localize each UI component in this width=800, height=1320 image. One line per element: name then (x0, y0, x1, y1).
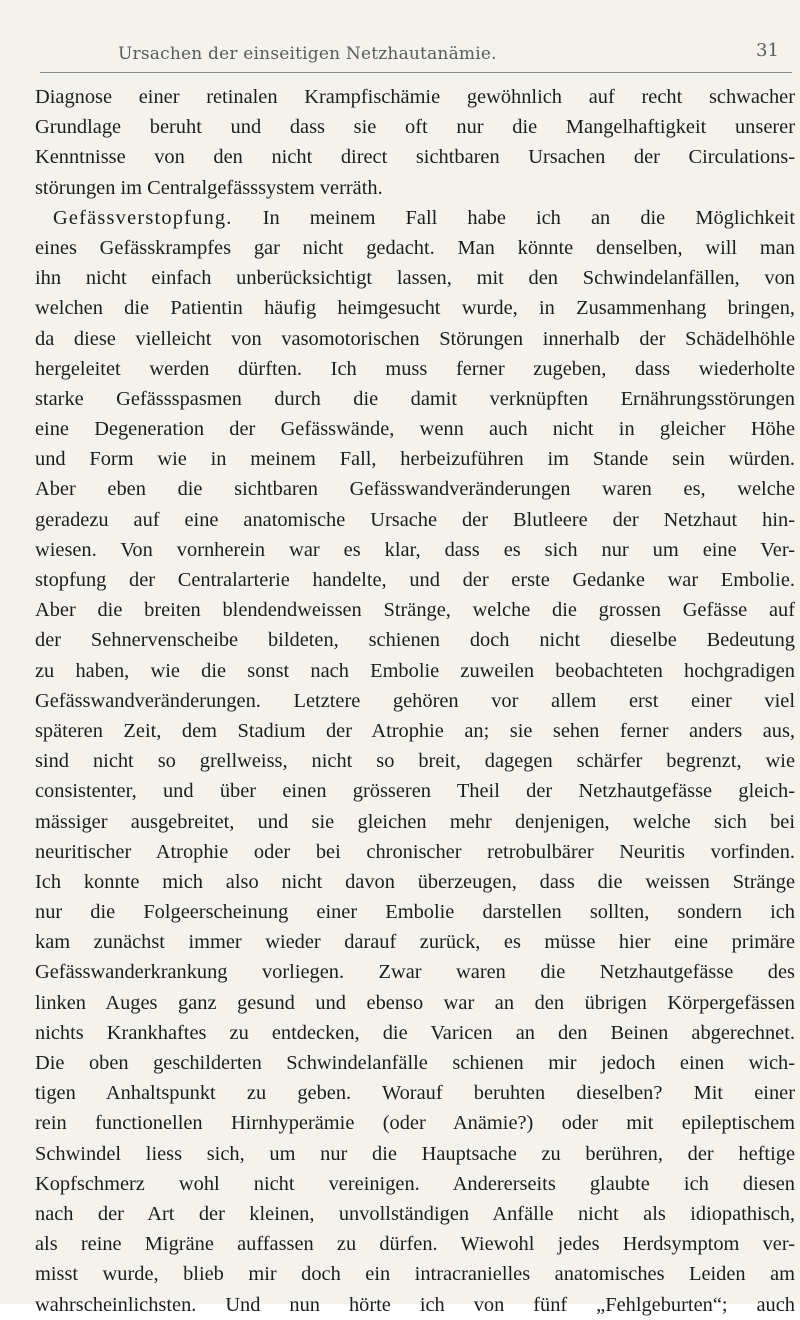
text-line: wiesen. Von vornherein war es klar, dass es sich nur um eine Ver- (35, 538, 795, 561)
text-line: sind nicht so grellweiss, nicht so breit, dagegen schärfer begrenzt, wie (35, 750, 795, 773)
body-text (35, 82, 795, 1320)
text-line: Gefässwanderkrankung vorliegen. Zwar waren die Netzhautgefässe des (35, 961, 795, 984)
text-line: Schwindel liess sich, um nur die Hauptsache zu berühren, der heftige (35, 1142, 795, 1165)
text-line: geradezu auf eine anatomische Ursache der Blutleere der Netzhaut hin- (35, 508, 795, 531)
text-line: nichts Krankhaftes zu entdecken, die Varicen an den Beinen abgerechnet. (35, 1021, 795, 1044)
text-line: Kopfschmerz wohl nicht vereinigen. Andererseits glaubte ich diesen (35, 1172, 795, 1195)
text-line: Gefässwandveränderungen. Letztere gehören vor allem erst einer viel (35, 689, 795, 712)
text-line: da diese vielleicht von vasomotorischen Störungen innerhalb der Schädelhöhle (35, 327, 795, 350)
text-line: zu haben, wie die sonst nach Embolie zuweilen beobachteten hochgradigen (35, 659, 795, 682)
text-line: störungen im Centralgefässsystem verräth. (35, 176, 383, 199)
running-title: Ursachen der einseitigen Netzhautanämie. (118, 44, 497, 64)
text-line: Diagnose einer retinalen Krampfischämie gewöhnlich auf recht schwacher (35, 86, 795, 108)
text-line: Die oben geschilderten Schwindelanfälle schienen mir jedoch einen wich- (35, 1052, 795, 1074)
text-line: hergeleitet werden dürften. Ich muss ferner zugeben, dass wiederholte (35, 357, 795, 380)
text-line: wahrscheinlichsten. Und nun hörte ich von fünf „Fehlgeburten“; auch (35, 1293, 795, 1316)
text-line: und Form wie in meinem Fall, herbeizuführen im Stande sein würden. (35, 448, 795, 471)
text-line: starke Gefässspasmen durch die damit verknüpften Ernährungsstörungen (35, 387, 795, 410)
text-line: Ich konnte mich also nicht davon überzeugen, dass die weissen Stränge (35, 870, 795, 893)
text-line: eine Degeneration der Gefässwände, wenn auch nicht in gleicher Höhe (35, 418, 795, 441)
text-line: neuritischer Atrophie oder bei chronischer retrobulbärer Neuritis vorfinden. (35, 840, 795, 863)
page-number: 31 (756, 40, 779, 61)
text-line-with-heading (35, 203, 795, 233)
text-line: linken Auges ganz gesund und ebenso war an den übrigen Körpergefässen (35, 991, 795, 1014)
text-line: kam zunächst immer wieder darauf zurück, es müsse hier eine primäre (35, 931, 795, 954)
text-line: tigen Anhaltspunkt zu geben. Worauf beruhten dieselben? Mit einer (35, 1082, 795, 1105)
text-line: Grundlage beruht und dass sie oft nur die Mangelhaftigkeit unserer (35, 116, 795, 139)
text-line: Aber die breiten blendendweissen Stränge, welche die grossen Gefässe auf (35, 599, 795, 622)
text-line: eines Gefässkrampfes gar nicht gedacht. Man könnte denselben, will man (35, 236, 795, 259)
text-line: nur die Folgeerscheinung einer Embolie darstellen sollten, sondern ich (35, 901, 795, 924)
text-line: stopfung der Centralarterie handelte, und der erste Gedanke war Embolie. (35, 569, 795, 591)
text-line-rest: In meinem Fall habe ich an die Möglichkeit (262, 206, 795, 229)
text-line: rein functionellen Hirnhyperämie (oder Anämie?) oder mit epileptischem (35, 1112, 795, 1135)
text-line: nach der Art der kleinen, unvollständigen Anfälle nicht als idiopathisch, (35, 1202, 795, 1225)
text-line: Kenntnisse von den nicht direct sichtbaren Ursachen der Circulations- (35, 146, 795, 169)
text-line: ihn nicht einfach unberücksichtigt lassen, mit den Schwindelanfällen, von (35, 267, 795, 290)
inline-heading: Gefässverstopfung. (53, 206, 233, 229)
text-line: misst wurde, blieb mir doch ein intracranielles anatomisches Leiden am (35, 1263, 795, 1286)
text-line: der Sehnervenscheibe bildeten, schienen doch nicht dieselbe Bedeutung (35, 629, 795, 652)
text-line: consistenter, und über einen grösseren Theil der Netzhautgefässe gleich- (35, 780, 795, 803)
text-line: welchen die Patientin häufig heimgesucht wurde, in Zusammenhang bringen, (35, 297, 795, 320)
text-line: als reine Migräne auffassen zu dürfen. Wiewohl jedes Herdsymptom ver- (35, 1233, 795, 1256)
text-line: Aber eben die sichtbaren Gefässwandveränderungen waren es, welche (35, 478, 795, 501)
header-rule (40, 72, 792, 73)
text-line: späteren Zeit, dem Stadium der Atrophie an; sie sehen ferner anders aus, (35, 719, 795, 742)
text-line: mässiger ausgebreitet, und sie gleichen mehr denjenigen, welche sich bei (35, 810, 795, 833)
